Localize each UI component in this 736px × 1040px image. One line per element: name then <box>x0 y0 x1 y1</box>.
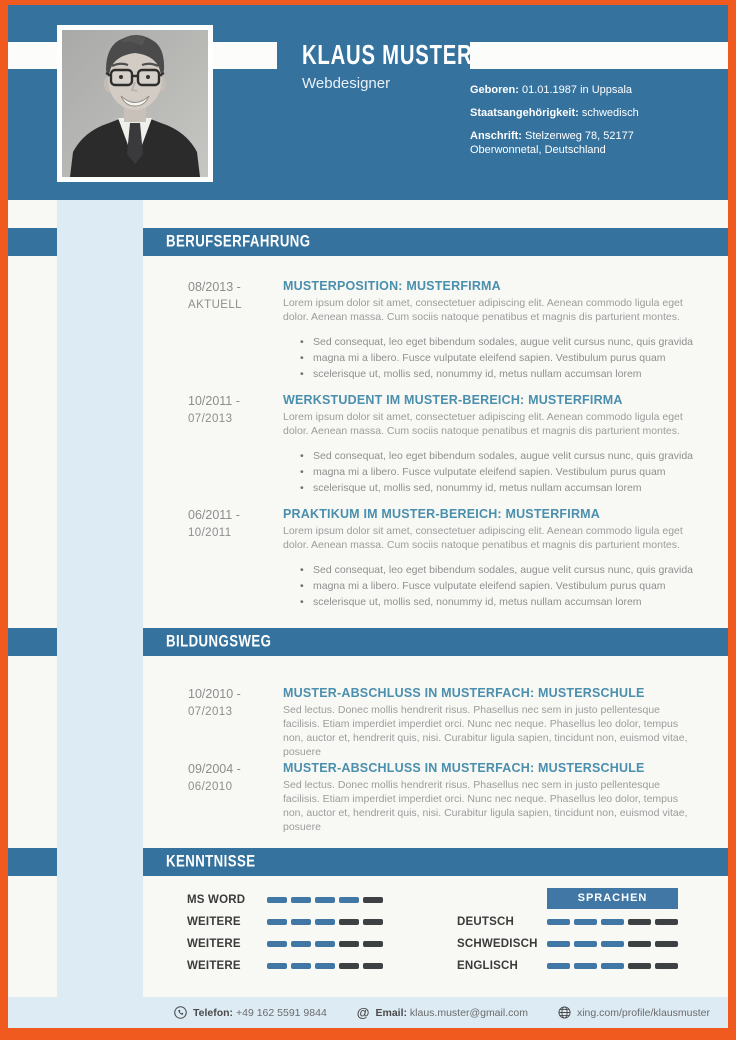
entry-date-to: AKTUELL <box>188 299 242 311</box>
skill-segment-filled <box>315 941 335 947</box>
entry-date-from: 10/2010 - <box>188 687 241 701</box>
footer-website-value[interactable]: xing.com/profile/klausmuster <box>576 1006 711 1019</box>
footer-email-label: Email: <box>375 1006 407 1019</box>
skill-segment-filled <box>267 897 287 903</box>
bullet-item: • Sed consequat, leo eget bibendum sodales, augue velit cursus nunc, quis gravida <box>283 448 693 464</box>
entry-bullets <box>283 562 693 610</box>
email-at-icon: @ <box>356 1005 370 1020</box>
skill-bar <box>267 963 383 969</box>
entry-content <box>283 686 693 759</box>
skill-segment-filled <box>291 897 311 903</box>
entry-dates <box>188 762 278 793</box>
skill-segment-filled <box>547 941 570 947</box>
skill-segment-empty <box>363 897 383 903</box>
person-job-title: Webdesigner <box>302 75 391 92</box>
education-entries <box>188 686 713 836</box>
entry-title: MUSTER-ABSCHLUSS IN MUSTERFACH: MUSTERSCHULE <box>283 686 645 700</box>
skill-segment-empty <box>339 963 359 969</box>
skill-segment-empty <box>363 963 383 969</box>
skill-segment-filled <box>601 941 624 947</box>
entry-content <box>283 393 693 496</box>
footer-phone-value: +49 162 5591 9844 <box>235 1006 327 1019</box>
skill-segment-empty <box>655 963 678 969</box>
skill-segment-filled <box>339 897 359 903</box>
skill-row <box>457 955 678 977</box>
skill-label: WEITERE <box>187 938 241 950</box>
globe-icon <box>558 1006 571 1019</box>
bullet-item: • scelerisque ut, mollis sed, nonummy id, metus nullam accumsan lorem <box>283 594 693 610</box>
entry-dates <box>188 508 278 539</box>
skill-row <box>457 911 678 933</box>
entry-content <box>283 761 693 834</box>
bullet-item: • scelerisque ut, mollis sed, nonummy id, metus nullam accumsan lorem <box>283 480 693 496</box>
entry-dates <box>188 280 278 311</box>
entry-content <box>283 279 693 382</box>
cv-entry <box>188 393 713 507</box>
entry-date-from: 09/2004 - <box>188 762 241 776</box>
entry-content <box>283 507 693 610</box>
skill-segment-filled <box>574 941 597 947</box>
languages-header-label: SPRACHEN <box>577 892 648 904</box>
skill-segment-empty <box>339 941 359 947</box>
entry-date-from: 06/2011 - <box>188 508 240 522</box>
info-born-label: Geboren: <box>470 84 519 96</box>
skill-label: DEUTSCH <box>457 916 514 928</box>
bullet-item: • magna mi a libero. Fusce vulputate eleifend sapien. Vestibulum purus quam <box>283 578 693 594</box>
skill-segment-filled <box>291 941 311 947</box>
skill-label: WEITERE <box>187 916 241 928</box>
entry-body: Lorem ipsum dolor sit amet, consectetuer adipiscing elit. Aenean commodo ligula eget dolor. Aenean massa. Cum sociis natoque penatibus et magnis dis parturient montes. <box>283 525 683 551</box>
skill-segment-empty <box>363 919 383 925</box>
skill-segment-empty <box>363 941 383 947</box>
skill-bar <box>267 919 383 925</box>
entry-bullets <box>283 334 693 382</box>
entry-date-to: 10/2011 <box>188 527 232 539</box>
languages-header-box <box>547 888 678 909</box>
entry-dates <box>188 687 278 718</box>
info-address-label: Anschrift: <box>470 130 522 142</box>
entry-body: Lorem ipsum dolor sit amet, consectetuer adipiscing elit. Aenean commodo ligula eget dolor. Aenean massa. Cum sociis natoque penatibus et magnis dis parturient montes. <box>283 297 683 323</box>
contact-footer <box>8 997 728 1028</box>
bullet-item: • magna mi a libero. Fusce vulputate eleifend sapien. Vestibulum purus quam <box>283 350 693 366</box>
cv-entry <box>188 686 713 761</box>
person-name: KLAUS MUSTER <box>302 39 473 71</box>
skill-segment-filled <box>574 963 597 969</box>
skills-list <box>187 889 383 977</box>
entry-title: MUSTER-ABSCHLUSS IN MUSTERFACH: MUSTERSCHULE <box>283 761 645 775</box>
skill-bar <box>547 963 678 969</box>
left-accent-column <box>57 200 143 997</box>
skill-segment-filled <box>601 963 624 969</box>
entry-dates <box>188 394 278 425</box>
skill-label: MS WORD <box>187 894 246 906</box>
footer-phone-label: Telefon: <box>193 1006 234 1019</box>
education-heading: BILDUNGSWEG <box>166 632 272 651</box>
entry-body: Sed lectus. Donec mollis hendrerit risus. Phasellus nec sem in justo pellentesque facilisis. Etiam imperdiet imperdiet orci. Nunc nec neque. Phasellus leo dolor, tempus non, auctor et, hendrerit quis, nisi. Curabitur ligula sapien, tincidunt non, euismod vitae, posuere <box>283 779 688 833</box>
skill-bar <box>547 941 678 947</box>
skill-row <box>187 911 383 933</box>
entry-body: Lorem ipsum dolor sit amet, consectetuer adipiscing elit. Aenean commodo ligula eget dolor. Aenean massa. Cum sociis natoque penatibus et magnis dis parturient montes. <box>283 411 683 437</box>
info-born <box>470 83 688 97</box>
skill-segment-filled <box>267 919 287 925</box>
skill-label: ENGLISCH <box>457 960 519 972</box>
skill-row <box>457 933 678 955</box>
info-nationality-label: Staatsangehörigkeit: <box>470 107 579 119</box>
languages-list <box>457 911 678 977</box>
entry-body: Sed lectus. Donec mollis hendrerit risus. Phasellus nec sem in justo pellentesque facilisis. Etiam imperdiet imperdiet orci. Nunc nec neque. Phasellus leo dolor, tempus non, auctor et, hendrerit quis, nisi. Curabitur ligula sapien, tincidunt non, euismod vitae, posuere <box>283 704 688 758</box>
skill-segment-filled <box>574 919 597 925</box>
portrait-photo <box>57 25 213 182</box>
info-nationality-value: schwedisch <box>578 107 639 119</box>
entry-bullets <box>283 448 693 496</box>
entry-title: MUSTERPOSITION: MUSTERFIRMA <box>283 279 501 293</box>
skill-bar <box>267 897 383 903</box>
footer-website <box>558 1006 710 1019</box>
bullet-item: • scelerisque ut, mollis sed, nonummy id, metus nullam accumsan lorem <box>283 366 693 382</box>
info-address <box>470 129 688 157</box>
bullet-item: • Sed consequat, leo eget bibendum sodales, augue velit cursus nunc, quis gravida <box>283 562 693 578</box>
skill-segment-filled <box>315 919 335 925</box>
skill-segment-empty <box>655 919 678 925</box>
skill-segment-empty <box>628 963 651 969</box>
cv-entry <box>188 507 713 621</box>
skill-segment-filled <box>315 963 335 969</box>
skill-segment-filled <box>315 897 335 903</box>
header-stripe-right <box>470 42 728 69</box>
entry-title: WERKSTUDENT IM MUSTER-BEREICH: MUSTERFIRMA <box>283 393 623 407</box>
info-address-value: Stelzenweg 78, 52177 Oberwonnetal, Deutschland <box>470 130 634 156</box>
footer-email-value[interactable]: klaus.muster@gmail.com <box>409 1006 528 1019</box>
skill-segment-empty <box>339 919 359 925</box>
info-born-value: 01.01.1987 in Uppsala <box>518 84 633 96</box>
bullet-item: • Sed consequat, leo eget bibendum sodales, augue velit cursus nunc, quis gravida <box>283 334 693 350</box>
skills-heading: KENNTNISSE <box>166 852 256 871</box>
skill-segment-filled <box>547 919 570 925</box>
cv-inner <box>8 5 728 1028</box>
skill-row <box>187 955 383 977</box>
skill-label: WEITERE <box>187 960 241 972</box>
skill-bar <box>547 919 678 925</box>
skill-segment-filled <box>291 963 311 969</box>
portrait-photo-image <box>62 30 208 177</box>
footer-phone <box>174 1006 327 1019</box>
info-nationality <box>470 106 688 120</box>
skill-segment-filled <box>601 919 624 925</box>
skill-row <box>187 889 383 911</box>
footer-email <box>357 1005 528 1020</box>
entry-date-to: 07/2013 <box>188 706 233 718</box>
experience-entries <box>188 279 713 621</box>
bullet-item: • magna mi a libero. Fusce vulputate eleifend sapien. Vestibulum purus quam <box>283 464 693 480</box>
skill-segment-filled <box>267 941 287 947</box>
phone-icon <box>174 1006 187 1019</box>
experience-heading: BERUFSERFAHRUNG <box>166 232 311 251</box>
skill-segment-filled <box>291 919 311 925</box>
cv-entry <box>188 279 713 393</box>
cv-entry <box>188 761 713 836</box>
skill-bar <box>267 941 383 947</box>
skill-segment-filled <box>267 963 287 969</box>
skill-segment-empty <box>628 919 651 925</box>
skill-label: SCHWEDISCH <box>457 938 538 950</box>
entry-date-from: 08/2013 - <box>188 280 241 294</box>
skill-segment-filled <box>547 963 570 969</box>
entry-title: PRAKTIKUM IM MUSTER-BEREICH: MUSTERFIRMA <box>283 507 601 521</box>
skill-row <box>187 933 383 955</box>
personal-info <box>470 83 688 166</box>
entry-date-to: 06/2010 <box>188 781 233 793</box>
skill-segment-empty <box>628 941 651 947</box>
entry-date-to: 07/2013 <box>188 413 233 425</box>
entry-date-from: 10/2011 - <box>188 394 240 408</box>
skill-segment-empty <box>655 941 678 947</box>
